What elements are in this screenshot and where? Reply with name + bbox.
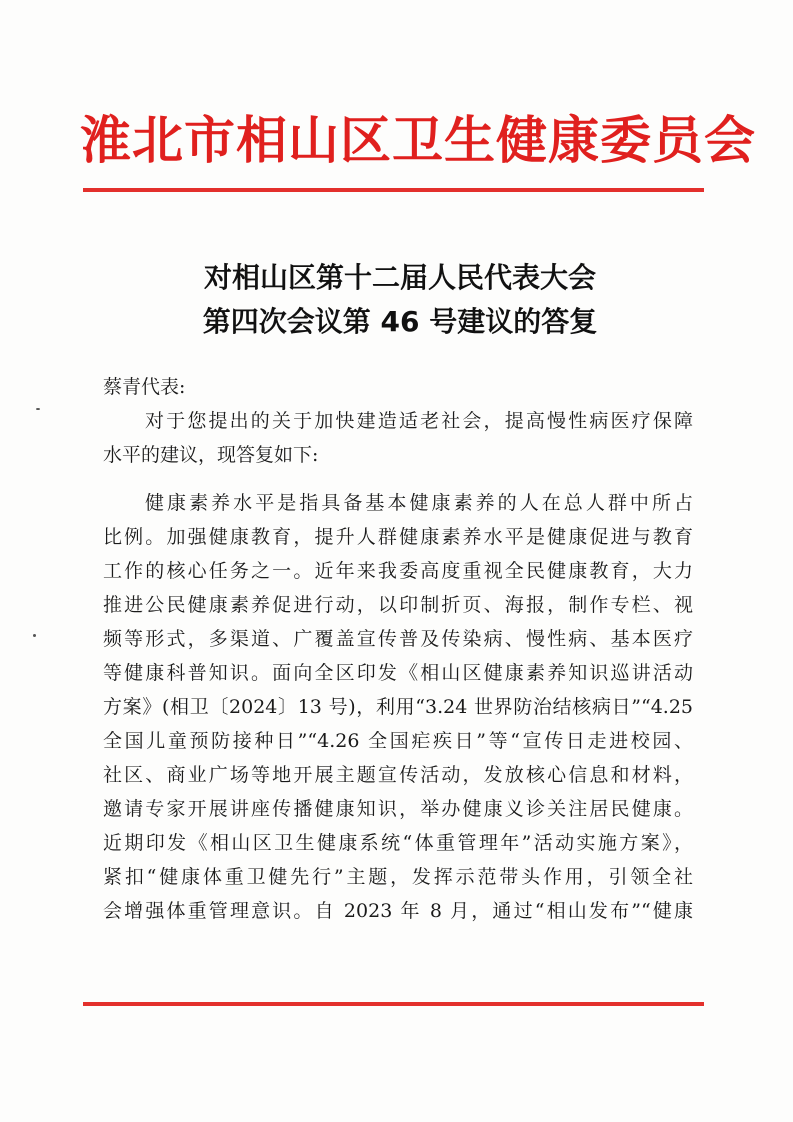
paragraph-line: 社区、商业广场等地开展主题宣传活动，发放核心信息和材料， — [103, 764, 693, 786]
scan-speck — [36, 408, 40, 410]
paragraph-line: 频等形式，多渠道、广覆盖宣传普及传染病、慢性病、基本医疗 — [103, 628, 693, 650]
paragraph-line: 推进公民健康素养促进行动，以印制折页、海报，制作专栏、视 — [103, 594, 693, 616]
document-title-line-1: 对相山区第十二届人民代表大会 — [203, 261, 596, 294]
paragraph-intro — [103, 404, 693, 472]
paragraph-line: 健康素养水平是指具备基本健康素养的人在总人群中所占 — [145, 492, 693, 514]
paragraph-line: 等健康科普知识。面向全区印发《相山区健康素养知识巡讲活动 — [103, 662, 693, 684]
letterhead-org-name: 淮北市相山区卫生健康委员会 — [80, 112, 757, 171]
paragraph-line: 工作的核心任务之一。近年来我委高度重视全民健康教育，大力 — [103, 560, 693, 582]
paragraph-line: 会增强体重管理意识。自 2023 年 8 月，通过“相山发布”“健康 — [103, 900, 693, 922]
paragraph-line: 对于您提出的关于加快建造适老社会，提高慢性病医疗保障 — [145, 410, 693, 432]
footer-red-rule — [83, 1002, 704, 1006]
paragraph-line: 方案》(相卫〔2024〕13 号)，利用“3.24 世界防治结核病日”“4.25 — [103, 696, 693, 718]
paragraph-body — [103, 486, 693, 928]
paragraph-line: 比例。加强健康教育，提升人群健康素养水平是健康促进与教育 — [103, 526, 693, 548]
paragraph-line: 全国儿童预防接种日”“4.26 全国疟疾日”等“宣传日走进校园、 — [103, 730, 693, 752]
paragraph-line: 紧扣“健康体重卫健先行”主题，发挥示范带头作用，引领全社 — [103, 866, 693, 888]
paragraph-line: 近期印发《相山区卫生健康系统“体重管理年”活动实施方案》， — [103, 832, 693, 854]
paragraph-line: 邀请专家开展讲座传播健康知识，举办健康义诊关注居民健康。 — [103, 798, 693, 820]
scan-speck — [33, 634, 36, 637]
paragraph-line: 水平的建议，现答复如下: — [103, 444, 319, 466]
letterhead-red-rule — [83, 188, 704, 192]
document-title-line-2: 第四次会议第 46 号建议的答复 — [202, 305, 598, 338]
salutation: 蔡青代表: — [103, 376, 186, 398]
